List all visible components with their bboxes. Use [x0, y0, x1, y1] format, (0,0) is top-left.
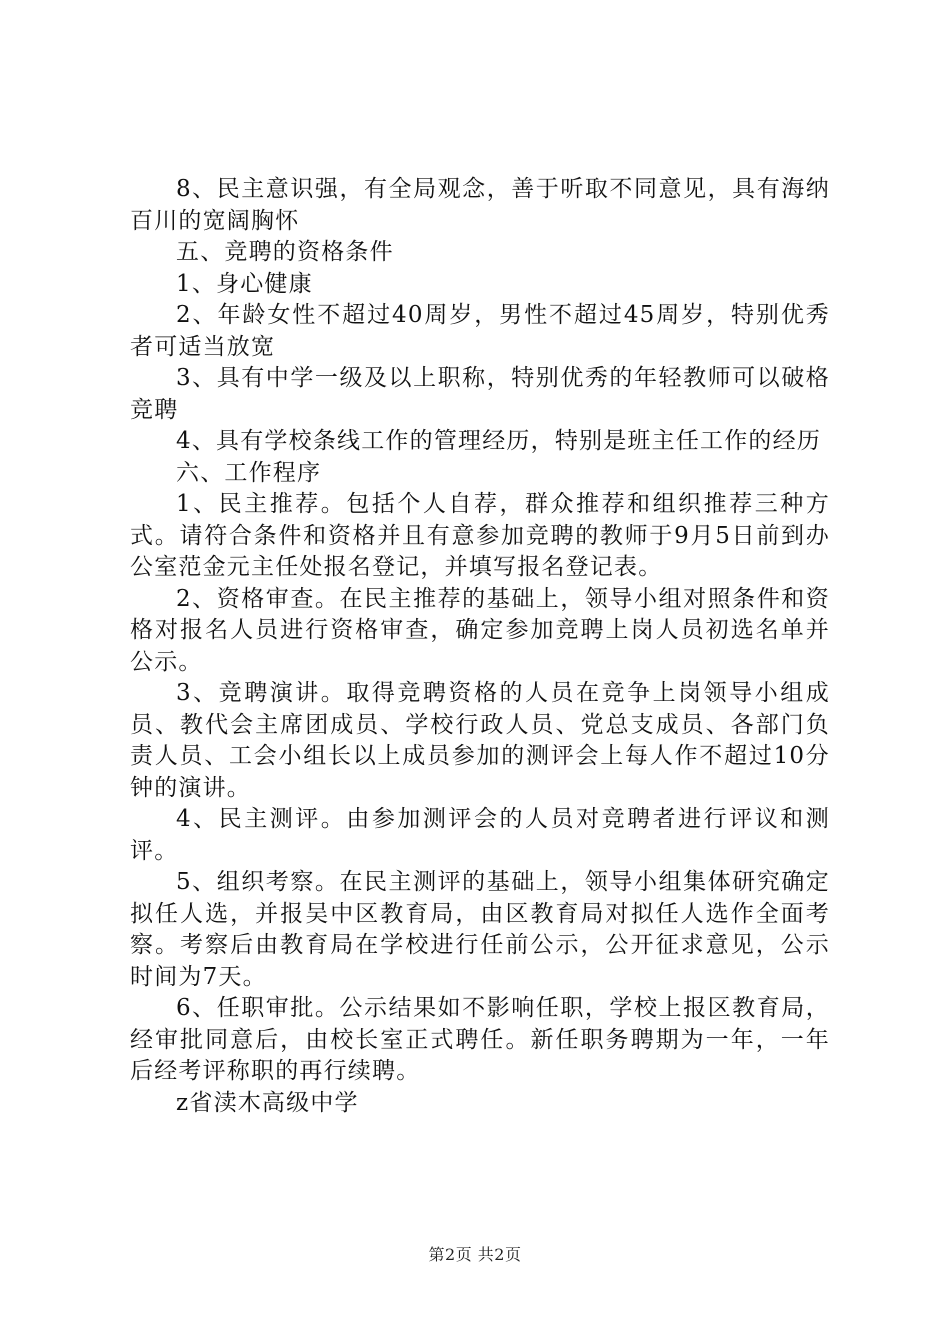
paragraph-qualification-4: 4、具有学校条线工作的管理经历，特别是班主任工作的经历: [176, 428, 822, 454]
paragraph-qualification-3: 3、具有中学一级及以上职称，特别优秀的年轻教师可以破格竞聘: [130, 365, 830, 423]
paragraph-qualification-2: 2、年龄女性不超过40周岁，男性不超过45周岁，特别优秀者可适当放宽: [130, 302, 830, 360]
paragraph-item-8: 8、民主意识强，有全局观念，善于听取不同意见，具有海纳百川的宽阔胸怀: [130, 176, 830, 234]
document-body: [130, 174, 830, 1119]
paragraph-procedure-6: 6、任职审批。公示结果如不影响任职，学校上报区教育局，经审批同意后，由校长室正式聘任。新任职务聘期为一年，一年后经考评称职的再行续聘。: [130, 995, 830, 1084]
page-number-footer: 第2页 共2页: [428, 1245, 522, 1264]
paragraph-procedure-4: 4、民主测评。由参加测评会的人员对竞聘者进行评议和测评。: [130, 806, 830, 864]
paragraph-procedure-2: 2、资格审查。在民主推荐的基础上，领导小组对照条件和资格对报名人员进行资格审查，确定参加竞聘上岗人员初选名单并公示。: [130, 585, 830, 675]
section-heading-procedure: 六、工作程序: [176, 459, 322, 486]
paragraph-qualification-1: 1、身心健康: [176, 270, 313, 297]
paragraph-procedure-5: 5、组织考察。在民主测评的基础上，领导小组集体研究确定拟任人选，并报吴中区教育局，由区教育局对拟任人选作全面考察。考察后由教育局在学校进行任前公示，公开征求意见，公示时间为7天。: [130, 869, 830, 990]
paragraph-procedure-1: 1、民主推荐。包括个人自荐，群众推荐和组织推荐三种方式。请符合条件和资格并且有意参加竞聘的教师于9月5日前到办公室范金元主任处报名登记，并填写报名登记表。: [130, 491, 830, 580]
signature-school-name: z省渎木高级中学: [176, 1089, 359, 1116]
paragraph-procedure-3: 3、竞聘演讲。取得竞聘资格的人员在竞争上岗领导小组成员、教代会主席团成员、学校行政人员、党总支成员、各部门负责人员、工会小组长以上成员参加的测评会上每人作不超过10分钟的演讲。: [130, 680, 830, 801]
section-heading-qualifications: 五、竞聘的资格条件: [176, 239, 394, 265]
